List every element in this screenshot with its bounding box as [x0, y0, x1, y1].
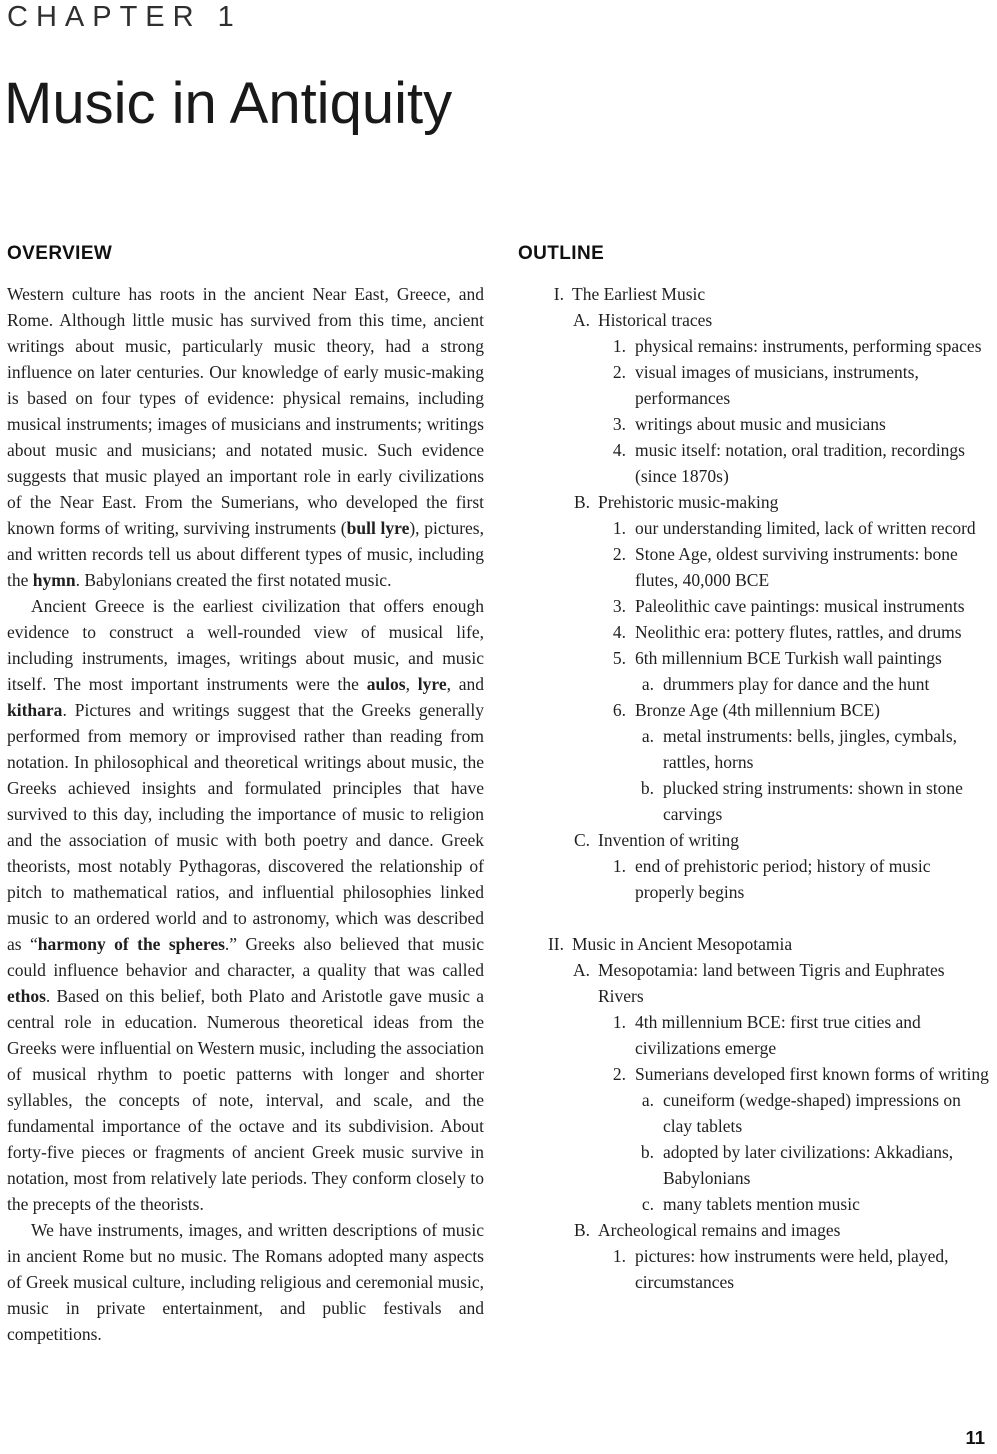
bold-term: harmony of the spheres: [37, 934, 225, 954]
outline-item-label: 3.: [612, 414, 626, 434]
outline-item-label: 2.: [612, 1064, 626, 1084]
outline-item-text: Paleolithic cave paintings: musical instruments: [635, 596, 965, 616]
outline-item-text: Invention of writing: [598, 830, 739, 850]
outline-item: [518, 697, 989, 723]
outline-item-text: writings about music and musicians: [635, 414, 886, 434]
outline-item: [518, 593, 989, 619]
outline-item: [518, 931, 989, 957]
outline-item-label: 5.: [612, 648, 626, 668]
outline-item-label: I.: [553, 284, 564, 304]
text-segment: ,: [405, 674, 418, 694]
outline-item: [518, 541, 989, 593]
outline-item-text: pictures: how instruments were held, played, circumstances: [635, 1246, 949, 1292]
outline-item: [518, 957, 989, 1009]
outline-item: [518, 489, 989, 515]
paragraph: [7, 1217, 484, 1347]
outline-item-label: A.: [572, 310, 590, 330]
text-segment: . Based on this belief, both Plato and Aristotle gave music a central role in education. Numerous theoretical ideas from the Greeks were influential on Western music, including the association of musical rhythm to poetic patterns with longer and shorter syllables, the concepts of note, interval, and scale, and the fundamental importance of the octave and its subdivision. About forty-five pieces or fragments of ancient Greek music survive in notation, most from relatively late periods. They conform closely to the precepts of the theorists.: [7, 986, 484, 1214]
outline-item-label: B.: [573, 1220, 590, 1240]
bold-term: lyre: [417, 674, 447, 694]
content-columns: [7, 243, 989, 1347]
outline-item-label: 3.: [612, 596, 626, 616]
outline-item-label: 6.: [612, 700, 626, 720]
outline-item-label: 1.: [612, 1246, 626, 1266]
outline-item: [518, 723, 989, 775]
paragraph: [7, 593, 484, 1217]
outline-item-text: 4th millennium BCE: first true cities and civilizations emerge: [635, 1012, 921, 1058]
outline-item-label: II.: [547, 934, 564, 954]
bold-term: kithara: [7, 700, 63, 720]
outline-item-label: a.: [641, 674, 654, 694]
outline-item-text: music itself: notation, oral tradition, recordings (since 1870s): [635, 440, 965, 486]
outline-item: [518, 1243, 989, 1295]
bold-term: aulos: [366, 674, 406, 694]
outline-item-label: a.: [641, 1090, 654, 1110]
chapter-label: CHAPTER 1: [7, 1, 242, 33]
outline-item-text: metal instruments: bells, jingles, cymbals, rattles, horns: [663, 726, 958, 772]
outline-item-label: c.: [641, 1194, 654, 1214]
outline-item: [518, 437, 989, 489]
paragraph: [7, 281, 484, 593]
outline-item: [518, 333, 989, 359]
text-segment: , and: [446, 674, 484, 694]
outline-item-text: Neolithic era: pottery flutes, rattles, and drums: [635, 622, 962, 642]
outline-item: [518, 775, 989, 827]
outline-item: [518, 827, 989, 853]
outline-item-text: physical remains: instruments, performing spaces: [635, 336, 982, 356]
outline-item-label: C.: [573, 830, 590, 850]
outline-item: [518, 411, 989, 437]
text-segment: ), pictures, and written records tell us about different types of music, including the: [7, 518, 484, 590]
text-segment: We have instruments, images, and written descriptions of music in ancient Rome but no music. The Romans adopted many aspects of Greek musical culture, including religious and ceremonial music, music in private entertainment, and public festivals and competitions.: [7, 1220, 484, 1344]
outline-item-text: Archeological remains and images: [598, 1220, 841, 1240]
outline-item-label: 2.: [612, 544, 626, 564]
outline-item-label: 1.: [612, 856, 626, 876]
bold-term: bull lyre: [346, 518, 410, 538]
outline-item-text: plucked string instruments: shown in stone carvings: [663, 778, 963, 824]
outline-item: [518, 1009, 989, 1061]
outline-item-text: Music in Ancient Mesopotamia: [572, 934, 793, 954]
outline-list: [518, 281, 989, 1295]
overview-paragraphs: [7, 281, 484, 1347]
text-segment: Ancient Greece is the earliest civilization that offers enough evidence to construct a well-rounded view of musical life, including instruments, images, writings about music, and music itself. The most important instruments were the: [7, 596, 484, 694]
outline-item-label: 4.: [612, 622, 626, 642]
outline-item-text: 6th millennium BCE Turkish wall paintings: [635, 648, 942, 668]
outline-item-label: 1.: [612, 336, 626, 356]
outline-item: [518, 645, 989, 671]
outline-item: [518, 1061, 989, 1087]
outline-item-text: The Earliest Music: [572, 284, 706, 304]
page-number: 11: [965, 1427, 985, 1448]
outline-item: [518, 1217, 989, 1243]
outline-item: [518, 1087, 989, 1139]
outline-item: [518, 307, 989, 333]
text-segment: . Babylonians created the first notated music.: [75, 570, 392, 590]
outline-item-text: many tablets mention music: [663, 1194, 860, 1214]
outline-item: [518, 1139, 989, 1191]
outline-item-text: adopted by later civilizations: Akkadians, Babylonians: [663, 1142, 954, 1188]
outline-item: [518, 853, 989, 905]
outline-item-text: Mesopotamia: land between Tigris and Euphrates Rivers: [598, 960, 945, 1006]
outline-item-text: visual images of musicians, instruments, performances: [635, 362, 919, 408]
outline-item-text: Stone Age, oldest surviving instruments: bone flutes, 40,000 BCE: [635, 544, 958, 590]
outline-item-text: Bronze Age (4th millennium BCE): [635, 700, 880, 720]
outline-item-label: 1.: [612, 1012, 626, 1032]
outline-item: [518, 515, 989, 541]
outline-item: [518, 281, 989, 307]
outline-item: [518, 619, 989, 645]
outline-item-label: 1.: [612, 518, 626, 538]
outline-item-label: 4.: [612, 440, 626, 460]
outline-item-text: our understanding limited, lack of written record: [635, 518, 976, 538]
text-segment: Western culture has roots in the ancient Near East, Greece, and Rome. Although little music has survived from this time, ancient writings about music, particularly music theory, had a strong influence on later centuries. Our knowledge of early music-making is based on four types of evidence: physical remains, including musical instruments; images of musicians and instruments; writings about music and musicians; and notated music. Such evidence suggests that music played an important role in early civilizations of the Near East. From the Sumerians, who developed the first known forms of writing, surviving instruments (: [7, 284, 484, 538]
overview-section: [7, 243, 484, 1347]
overview-heading: OVERVIEW: [7, 243, 113, 264]
outline-item-label: 2.: [612, 362, 626, 382]
bold-term: ethos: [7, 986, 46, 1006]
text-segment: . Pictures and writings suggest that the Greeks generally performed from memory or improvised rather than reading from notation. In philosophical and theoretical writings about music, the Greeks achieved insights and formulated principles that have survived to this day, including the importance of music to religion and the association of music with both poetry and dance. Greek theorists, most notably Pythagoras, discovered the relationship of pitch to mathematical ratios, and influential philosophies linked music to an ordered world and to astronomy, which was described as “: [7, 700, 484, 954]
text-segment: .” Greeks also believed that music could influence behavior and character, a quality that was called: [7, 934, 484, 980]
outline-item: [518, 1191, 989, 1217]
outline-item-label: b.: [640, 1142, 654, 1162]
outline-item-text: cuneiform (wedge-shaped) impressions on clay tablets: [663, 1090, 961, 1136]
outline-heading: OUTLINE: [518, 243, 605, 264]
page-title: Music in Antiquity: [4, 71, 453, 136]
outline-item-text: drummers play for dance and the hunt: [663, 674, 930, 694]
outline-item-label: A.: [572, 960, 590, 980]
outline-item-text: end of prehistoric period; history of music properly begins: [635, 856, 931, 902]
outline-item-text: Historical traces: [598, 310, 713, 330]
outline-item-label: b.: [640, 778, 654, 798]
outline-item-label: a.: [641, 726, 654, 746]
outline-section: [518, 243, 989, 1347]
outline-item-text: Sumerians developed first known forms of writing: [635, 1064, 989, 1084]
bold-term: hymn: [32, 570, 76, 590]
outline-item-label: B.: [573, 492, 590, 512]
outline-item-text: Prehistoric music-making: [598, 492, 779, 512]
outline-item: [518, 671, 989, 697]
outline-item: [518, 359, 989, 411]
